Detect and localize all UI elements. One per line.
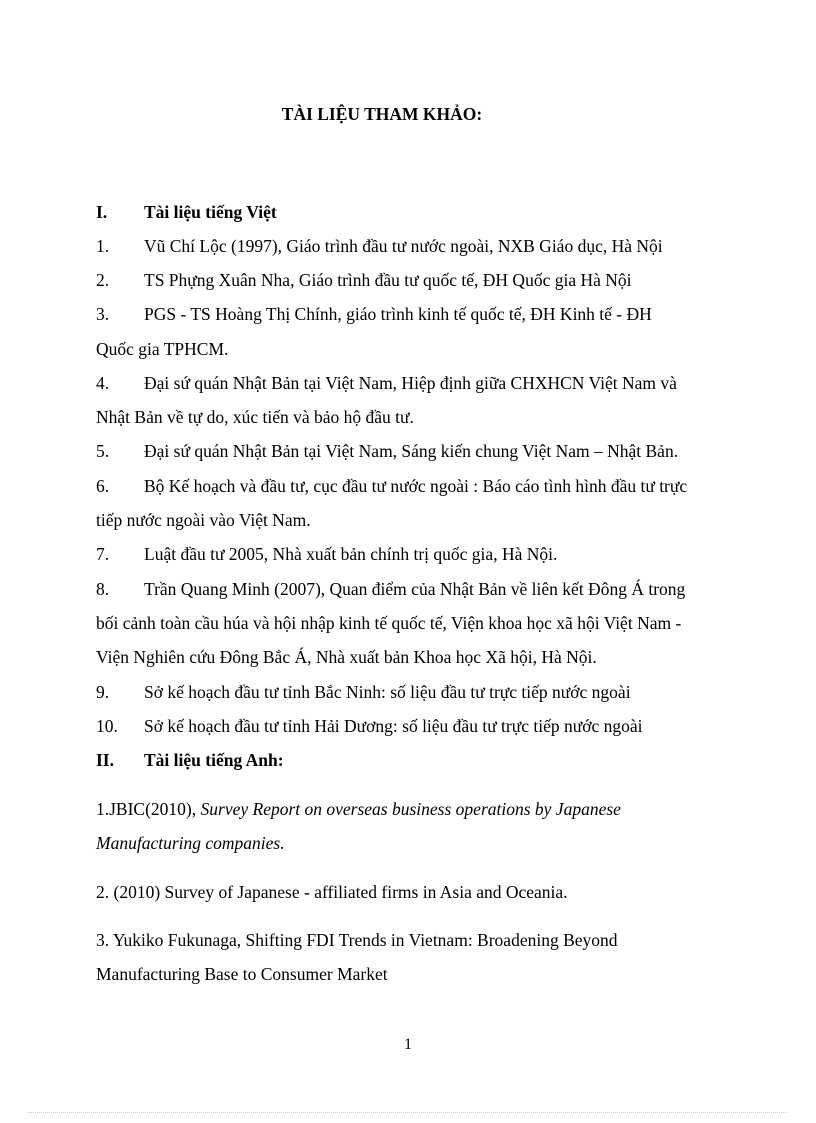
reference-title: Survey Report on overseas business operations by Japanese <box>200 799 621 819</box>
reference-prefix: 1.JBIC(2010), <box>96 799 201 819</box>
reference-number: 4. <box>96 373 110 393</box>
reference-number: 9. <box>96 682 110 702</box>
reference-text: Đại sứ quán Nhật Bản tại Việt Nam, Hiệp định giữa CHXHCN Việt Nam và <box>144 373 677 393</box>
reference-text: Sở kế hoạch đầu tư tỉnh Hải Dương: số liệu đầu tư trực tiếp nước ngoài <box>144 716 643 736</box>
reference-text-continuation: Manufacturing Base to Consumer Market <box>96 964 388 984</box>
page-number: 1 <box>404 1036 412 1053</box>
reference-number: 10. <box>96 716 118 736</box>
english-reference-1 <box>96 799 621 820</box>
reference-number: 5. <box>96 441 110 461</box>
section-1-heading <box>96 202 277 223</box>
reference-text: Luật đầu tư 2005, Nhà xuất bản chính trị quốc gia, Hà Nội. <box>144 544 558 564</box>
reference-number: 7. <box>96 544 110 564</box>
reference-number: 6. <box>96 476 110 496</box>
reference-item <box>96 476 687 497</box>
section-2-heading <box>96 750 284 771</box>
reference-text: TS Phựng Xuân Nha, Giáo trình đầu tư quốc tế, ĐH Quốc gia Hà Nội <box>144 270 632 290</box>
section-2-number: II. <box>96 750 114 770</box>
page-bottom-divider <box>28 1112 788 1113</box>
reference-text-continuation: bối cảnh toàn cầu húa và hội nhập kinh tế quốc tế, Viện khoa học xã hội Việt Nam - <box>96 613 682 633</box>
reference-item <box>96 716 643 737</box>
reference-text-continuation: Quốc gia TPHCM. <box>96 339 229 359</box>
page-title: TÀI LIỆU THAM KHẢO: <box>281 104 483 124</box>
reference-text-continuation: Viện Nghiên cứu Đông Bắc Á, Nhà xuất bản Khoa học Xã hội, Hà Nội. <box>96 647 597 667</box>
section-1-number: I. <box>96 202 108 222</box>
reference-item <box>96 579 685 600</box>
reference-number: 3. <box>96 304 110 324</box>
reference-number: 8. <box>96 579 110 599</box>
reference-number: 2. <box>96 270 110 290</box>
reference-title-continuation: Manufacturing companies. <box>96 833 285 853</box>
reference-item <box>96 544 557 565</box>
reference-number: 1. <box>96 236 110 256</box>
reference-text: Trần Quang Minh (2007), Quan điểm của Nhật Bản về liên kết Đông Á trong <box>144 579 686 599</box>
reference-text: PGS - TS Hoàng Thị Chính, giáo trình kinh tế quốc tế, ĐH Kinh tế - ĐH <box>144 304 652 324</box>
reference-text: Sở kế hoạch đầu tư tỉnh Bắc Ninh: số liệu đầu tư trực tiếp nước ngoài <box>144 682 631 702</box>
section-2-title: Tài liệu tiếng Anh: <box>144 750 284 770</box>
section-1-title: Tài liệu tiếng Việt <box>144 202 277 222</box>
reference-item <box>96 304 652 325</box>
reference-item <box>96 682 631 703</box>
reference-item <box>96 270 632 291</box>
reference-text: Vũ Chí Lộc (1997), Giáo trình đầu tư nước ngoài, NXB Giáo dục, Hà Nội <box>144 236 663 256</box>
reference-item <box>96 373 677 394</box>
reference-item <box>96 236 663 257</box>
english-reference-2: 2. (2010) Survey of Japanese - affiliated firms in Asia and Oceania. <box>96 882 568 902</box>
english-reference-3: 3. Yukiko Fukunaga, Shifting FDI Trends in Vietnam: Broadening Beyond <box>96 930 618 950</box>
reference-text: Đại sứ quán Nhật Bản tại Việt Nam, Sáng kiến chung Việt Nam – Nhật Bản. <box>144 441 679 461</box>
reference-text: Bộ Kế hoạch và đầu tư, cục đầu tư nước ngoài : Báo cáo tình hình đầu tư trực <box>144 476 688 496</box>
reference-text-continuation: tiếp nước ngoài vào Việt Nam. <box>96 510 311 530</box>
reference-item <box>96 441 678 462</box>
reference-text-continuation: Nhật Bản về tự do, xúc tiến và bảo hộ đầu tư. <box>96 407 414 427</box>
